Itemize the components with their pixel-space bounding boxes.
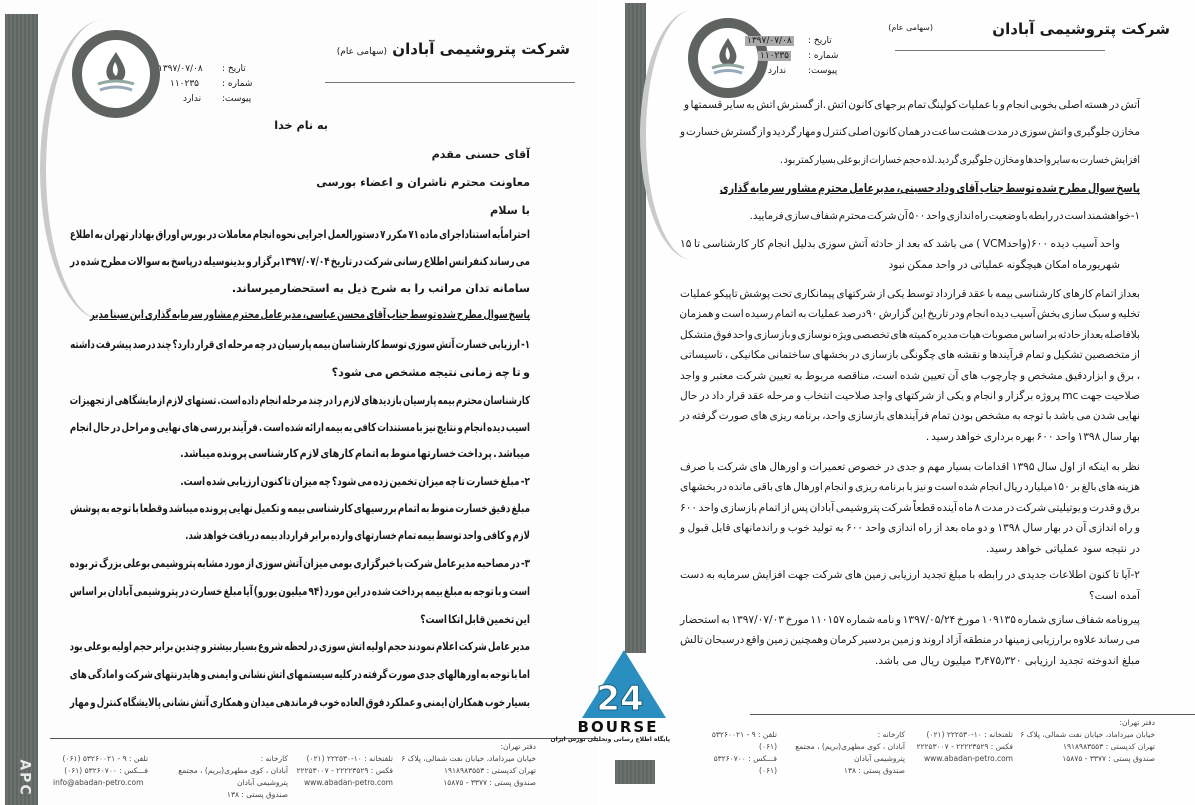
page1-body-line-7: سامانه تدان مراتب را به شرح ذیل به استحضارمیرساند. <box>231 282 530 295</box>
page2-body-line-4: پاسخ سوال مطرح شده توسط جناب آقای وداد حسینی، مدیرعامل محترم مشاور سرمایه گذاری <box>719 181 1140 195</box>
page2-body-line-22: آمده است؟ <box>1089 590 1140 602</box>
side-bar-footer-decoration <box>615 760 655 784</box>
footer-factory-address: آبادان ، کوی مطهری(بریم) ، مجتمع پتروشیمی آبادان <box>178 766 288 787</box>
attachment-label: پیوست: <box>808 66 838 76</box>
footer-factory-column <box>785 729 905 777</box>
page1-body-line-12: اسیب دیده انجام و نتایج نیز با مستندات کافی به بیمه ارائه شده است . فرآیند بررسی های نهایی و مراحل در حال انجام <box>69 421 530 434</box>
number-label: شماره : <box>222 79 253 89</box>
page2-body-line-10: بلافاصله بعداز حادثه بر اساس مصوبات هیات مدیره کمیته های تخصصی ویژه نوسازی و بازسازی واحد فوق متشکل <box>680 329 1140 341</box>
page1-body-line-6: می رساند کنفرانس اطلاع رسانی شرکت در تاریخ ۱۳۹۷/۰۷/۰۴برگزار و بدینوسیله درپاسخ به سوالات مطرح شده در <box>69 255 530 268</box>
footer-fax: فـــکس : ۵۳۲۶۰۷۰۰ (۰۶۱) <box>64 766 148 775</box>
footer-office-pobox: صندوق پستی : ۳۳۷۷ - ۱۵۸۷۵ <box>443 778 536 787</box>
footer-contact-column <box>293 753 393 789</box>
page1-body-line-10: و تا چه زمانی نتیجه مشخص می شود؟ <box>331 366 530 379</box>
bourse-wordmark: BOURSE <box>577 718 659 736</box>
page2-body-line-18: برق و قدرت و یوتیلیتی شرکت در مدت ۸ ماه آینده قطعاً شرکت پتروشیمی آبادان پس از اتمام بازسازی واحد ۶۰۰ <box>680 502 1140 514</box>
footer-office-pobox: صندوق پستی : ۳۳۷۷ - ۱۵۸۷۵ <box>1062 754 1155 763</box>
page2-body-line-8: بعداز اتمام کارهای کارشناسی بیمه با عقد قرارداد توسط یکی از شرکتهای پیمانکاری تحت پوشش تاپیکو عملیات <box>680 288 1140 300</box>
page1-body-line-16: لازم و کافی واحد توسط بیمه تمام خسارتهای وارده برابر قرارداد بیمه دریافت خواهد شد. <box>185 529 530 542</box>
footer-factory-pobox: صندوق پستی : ۱۳۸ <box>226 790 288 799</box>
attachment-value: ندارد <box>183 94 202 104</box>
footer-office-label: دفتر تهران: <box>1119 718 1155 727</box>
letter-page-2 <box>600 0 1195 805</box>
page1-body-line-4: با سلام <box>490 204 530 217</box>
footer-office-postcode: تهران کدپستی : ۱۹۱۸۹۸۳۵۵۳ <box>1062 742 1155 751</box>
page1-body-line-18: است و با توجه به مبلغ بیمه پرداخت شده در این مورد (۹۴ میلیون یورو) آیا مبلغ خسارت در پتروشیمی آبادان بر اساس <box>69 585 530 598</box>
attachment-label: پیوست: <box>222 94 252 104</box>
footer-factory-label: کارخانه : <box>877 730 905 739</box>
page1-body-line-13: میباشد . پرداخت خسارتها منوط به اتمام کارهای لازم کارشناسی پرونده میباشد. <box>179 447 531 460</box>
footer-factory-label: کارخانه : <box>260 754 288 763</box>
page2-body-line-14: نهایی شدن می باشد با توجه به مشخص بودن تمام فرآیندهای بازسازی واحد، برنامه ریزی های صورت گرفته در <box>680 410 1140 422</box>
page2-body-line-19: و راه اندازی آن در بهار سال ۱۳۹۸ و دو ماه بعد از راه اندازی واحد ۶۰۰ به تولید خوب و راندمانهای قابل قبول و <box>680 522 1140 534</box>
page2-body-line-7: شهریورماه امکان هیچگونه عملیاتی در واحد ممکن نبود <box>888 259 1120 271</box>
side-bar-decoration <box>5 14 38 805</box>
footer-website[interactable]: www.abadan-petro.com <box>924 754 1013 763</box>
footer-office-label: دفتر تهران: <box>500 742 536 751</box>
number-label: شماره : <box>808 51 839 61</box>
company-title: شرکت پتروشیمی آبادان (سهامی عام) <box>336 40 570 58</box>
footer-phone-column <box>53 753 148 789</box>
number-value: ۱۱۰۲۳۵ <box>170 79 200 89</box>
page2-body-line-17: هزینه های بالغ بر ۱۵۰میلیارد ریال انجام شده است و نیز با برنامه ریزی و انجام اورهال های باقی مانده در بخشهای <box>680 481 1141 493</box>
page1-body-line-2: آقای حسنی مقدم <box>431 148 530 161</box>
page1-body-line-20: مدیر عامل شرکت اعلام نمودند حجم اولیه اتش سوزی در لحظه شروع بسیار بیشتر و چندین برابر حجم اولیه بوعلی بود <box>69 640 530 653</box>
bourse-triangle-icon <box>566 648 670 720</box>
footer-phone: تلفن : ۹ - ۵۳۲۶۰۰۲۱ (۰۶۱) <box>711 730 777 751</box>
footer-office-address: خیابان میرداماد، خیابان نفت شمالی، پلاک ۶ <box>1020 730 1155 739</box>
company-type: (سهامی عام) <box>888 23 933 32</box>
footer-phone-column <box>697 729 777 777</box>
attachment-value: ندارد <box>768 66 787 76</box>
company-logo <box>72 30 160 118</box>
footer-fax-tehran: فکس : ۲۲۲۲۳۵۲۹ - ۲۲۲۵۳۰۰۷ <box>916 742 1013 751</box>
page2-body-line-12: ، برق و ابزاردقیق مشخص و چارچوب های آن تعیین شده است، مناقصه مربوط به تعیین شرکت معتبر و واجد <box>680 370 1140 382</box>
page1-body-line-15: مبلغ دقیق خسارت منوط به اتمام بررسیهای کارشناسی بیمه و تکمیل نهایی پرونده میباشد وقطعا با توجه به پوشش <box>70 502 530 515</box>
page2-body-line-21: ۲-آیا تا کنون اطلاعات جدیدی در رابطه با مبلغ تجدید ارزیابی زمین های شرکت جهت افزایش سرمایه به دست <box>680 569 1140 581</box>
footer-switchboard: تلفنخانه : ۱۰-۲۲۲۵۳۰ (۰۲۱) <box>306 754 393 763</box>
page1-body-line-3: معاونت محترم ناشران و اعضاء بورسی <box>316 176 530 189</box>
company-logo <box>688 18 768 98</box>
footer-factory-address: آبادان ، کوی مطهری(بریم) ، مجتمع پتروشیمی آبادان <box>795 742 905 763</box>
page2-body-line-24: می رساند علاوه برارزیابی زمینها در منطقه آزاد اروند و زمین بردسیر کرمان وهمچنین زمین واقع درسبحان تالش <box>680 634 1140 646</box>
footer-email[interactable]: info@abadan-petro.com <box>53 778 144 787</box>
page2-body-line-11: از متخصصین تشکیل و تمام فرآیندها و نقشه های چگونگی بازسازی در بخشهای ساختمانی مکانیکی ، تاسیساتی <box>680 349 1140 361</box>
footer-phone: تلفن : ۹ - ۵۳۲۶۰۰۲۱ (۰۶۱) <box>62 754 148 763</box>
apc-initials: APC <box>16 759 33 797</box>
number-value: ۱۱۰۲۳۵ <box>760 51 790 61</box>
footer-divider <box>50 738 598 739</box>
header-divider <box>325 82 575 83</box>
footer-contact-column <box>913 729 1013 765</box>
date-label: تاریخ : <box>222 64 246 74</box>
page2-body-line-25: مبلغ اندوخته تجدید ارزیابی ۳٫۴۷۵٫۳۲۰ میلیون ریال می باشد. <box>875 655 1140 667</box>
footer-website[interactable]: www.abadan-petro.com <box>304 778 393 787</box>
page1-body-line-17: ۳- در مصاحبه مدیرعامل شرکت با خبرگزاری بومی میزان آتش سوزی از مورد مشابه پتروشیمی بوعلی بزرگ تر بوده <box>69 557 530 570</box>
page2-body-line-23: پیرونامه شفاف سازی شماره ۱۰۹۱۳۵ مورخ ۱۳۹۷/۰۵/۲۴ و نامه شماره ۱۱۰۱۵۷ مورخ ۱۳۹۷/۰۷/۰۳ به استحضار <box>680 614 1140 626</box>
footer-office-column <box>1020 717 1155 765</box>
date-label: تاریخ : <box>808 36 832 46</box>
page2-body-line-2: مخازن جلوگیری و اتش سوزی در مدت هشت ساعت در همان کانون اصلی کنترل و مهار گردید و از گسترش خسارت و <box>680 126 1140 138</box>
header-divider <box>895 50 1105 51</box>
page2-body-line-6: واحد آسیب دیده ۶۰۰(واحدVCM ) می باشد که بعد از حادثه آتش سوزی بدلیل انجام کار کارشناسی تا ۱۵ <box>680 238 1120 250</box>
page2-body-line-9: تخلیه و سبک سازی بخش آسیب دیده انجام ودر تاریخ این گزارش ۹۰درصد عملیات به اتمام رسیده است و همزمان <box>679 308 1140 320</box>
footer-office-postcode: تهران کدپستی : ۱۹۱۸۹۸۳۵۵۳ <box>443 766 536 775</box>
page1-body-line-22: بسیار خوب همکاران ایمنی و عملکرد فوق العاده خوب فرماندهی میدان و همکاری آتش نشانی پالایشگاه کنترل و مهار <box>69 696 530 709</box>
company-title: شرکت پتروشیمی آبادان <box>992 20 1170 38</box>
bourse24-watermark-logo <box>550 648 670 748</box>
bourse-caption: پایگاه اطلاع رسانی وتحلیلی بورس ایران <box>550 736 670 743</box>
page1-body-line-1: به نام خدا <box>274 119 328 132</box>
page1-body-line-8: پاسخ سوال مطرح شده توسط جناب آقای محسن عباسی، مدیرعامل محترم مشاور سرمایه گذاری ابن سینا مدیر <box>89 308 531 321</box>
page2-body-line-15: بهار سال ۱۳۹۸ واحد ۶۰۰ بهره برداری خواهد رسید . <box>925 431 1140 443</box>
footer-divider <box>750 714 1195 715</box>
page1-body-line-9: ۱- ارزیابی خسارت آتش سوزی توسط کارشناسان بیمه پارسیان در چه مرحله ای قرار دارد؟ چند درصد پیشرفت داشته <box>70 338 530 351</box>
page2-body-line-3: افزایش خسارت به سایر واحدها و مخازن جلوگیری گردید.لذه حجم خسارات از بوعلی بسیار کمتر بود . <box>779 154 1140 166</box>
footer-office-address: خیابان میرداماد، خیابان نفت شمالی، پلاک ۶ <box>401 754 536 763</box>
footer-office-column <box>401 741 536 789</box>
page2-body-line-5: ۱-خواهشمند است در رابطه با وضعیت راه اندازی واحد ۵۰۰ آن شرکت محترم شفاف سازی فرمایید. <box>749 210 1140 222</box>
footer-factory-column <box>153 753 288 801</box>
page1-body-line-14: ۲- مبلغ خسارت تا چه میزان تخمین زده می شود؟ چه میزان تا کنون ارزیابی شده است. <box>180 475 530 488</box>
page2-body-line-20: در نتیجه سود عملیاتی خواهد رسید. <box>986 543 1140 555</box>
page2-body-line-13: صلاحیت جهت mc پروژه برگزار و انجام و یکی از شرکتهای واجد صلاحیت انتخاب و مرحله عقد قرار داد در حال <box>680 390 1140 402</box>
page2-body-line-1: آتش در هسته اصلی بخوبی انجام و با عملیات کولینگ تمام برجهای کانون اتش .از گسترش اتش به سایر قسمتها و <box>684 99 1140 111</box>
page1-body-line-19: این تخمین قابل اتکا است؟ <box>420 613 530 626</box>
page1-body-line-11: کارشناسان محترم بیمه پارسیان بازدیدهای لازم را در چند مرحله انجام داده است. تستهای لازم ازمایشگاهی از تجهیزات <box>69 394 531 407</box>
page1-body-line-21: اما با توجه به اورهالهای جدی صورت گرفته در کلیه سیستمهای اتش نشانی و ایمنی و هایدرنتهای شرکت و امادگی های <box>69 668 530 681</box>
page1-body-line-5: احتراماًبه استناداجرای ماده ۷۱ مکرر ۷ دستورالعمل اجرایی نحوه انجام معاملات در بورس اوراق بهادار تهران به اطلاع <box>69 228 530 241</box>
footer-switchboard: تلفنخانه : ۱۰-۲۲۲۵۳۰ (۰۲۱) <box>926 730 1013 739</box>
date-value: ۱۳۹۷/۰۷/۰۸ <box>158 64 203 74</box>
footer-fax: فـــکس : ۵۳۲۶۰۷۰۰ (۰۶۱) <box>713 754 777 775</box>
footer-fax-tehran: فکس : ۲۲۲۲۳۵۲۹ - ۲۲۲۵۳۰۰۷ <box>296 766 393 775</box>
bourse-number: 24 <box>596 679 644 719</box>
page2-body-line-16: نظر به اینکه از اول سال ۱۳۹۵ اقدامات بسیار مهم و جدی در خصوص تعمیرات و اورهال های شرکت با صرف <box>680 461 1140 473</box>
footer-factory-pobox: صندوق پستی : ۱۳۸ <box>843 766 905 775</box>
date-value: ۱۳۹۷/۰۷/۰۸ <box>747 36 792 46</box>
